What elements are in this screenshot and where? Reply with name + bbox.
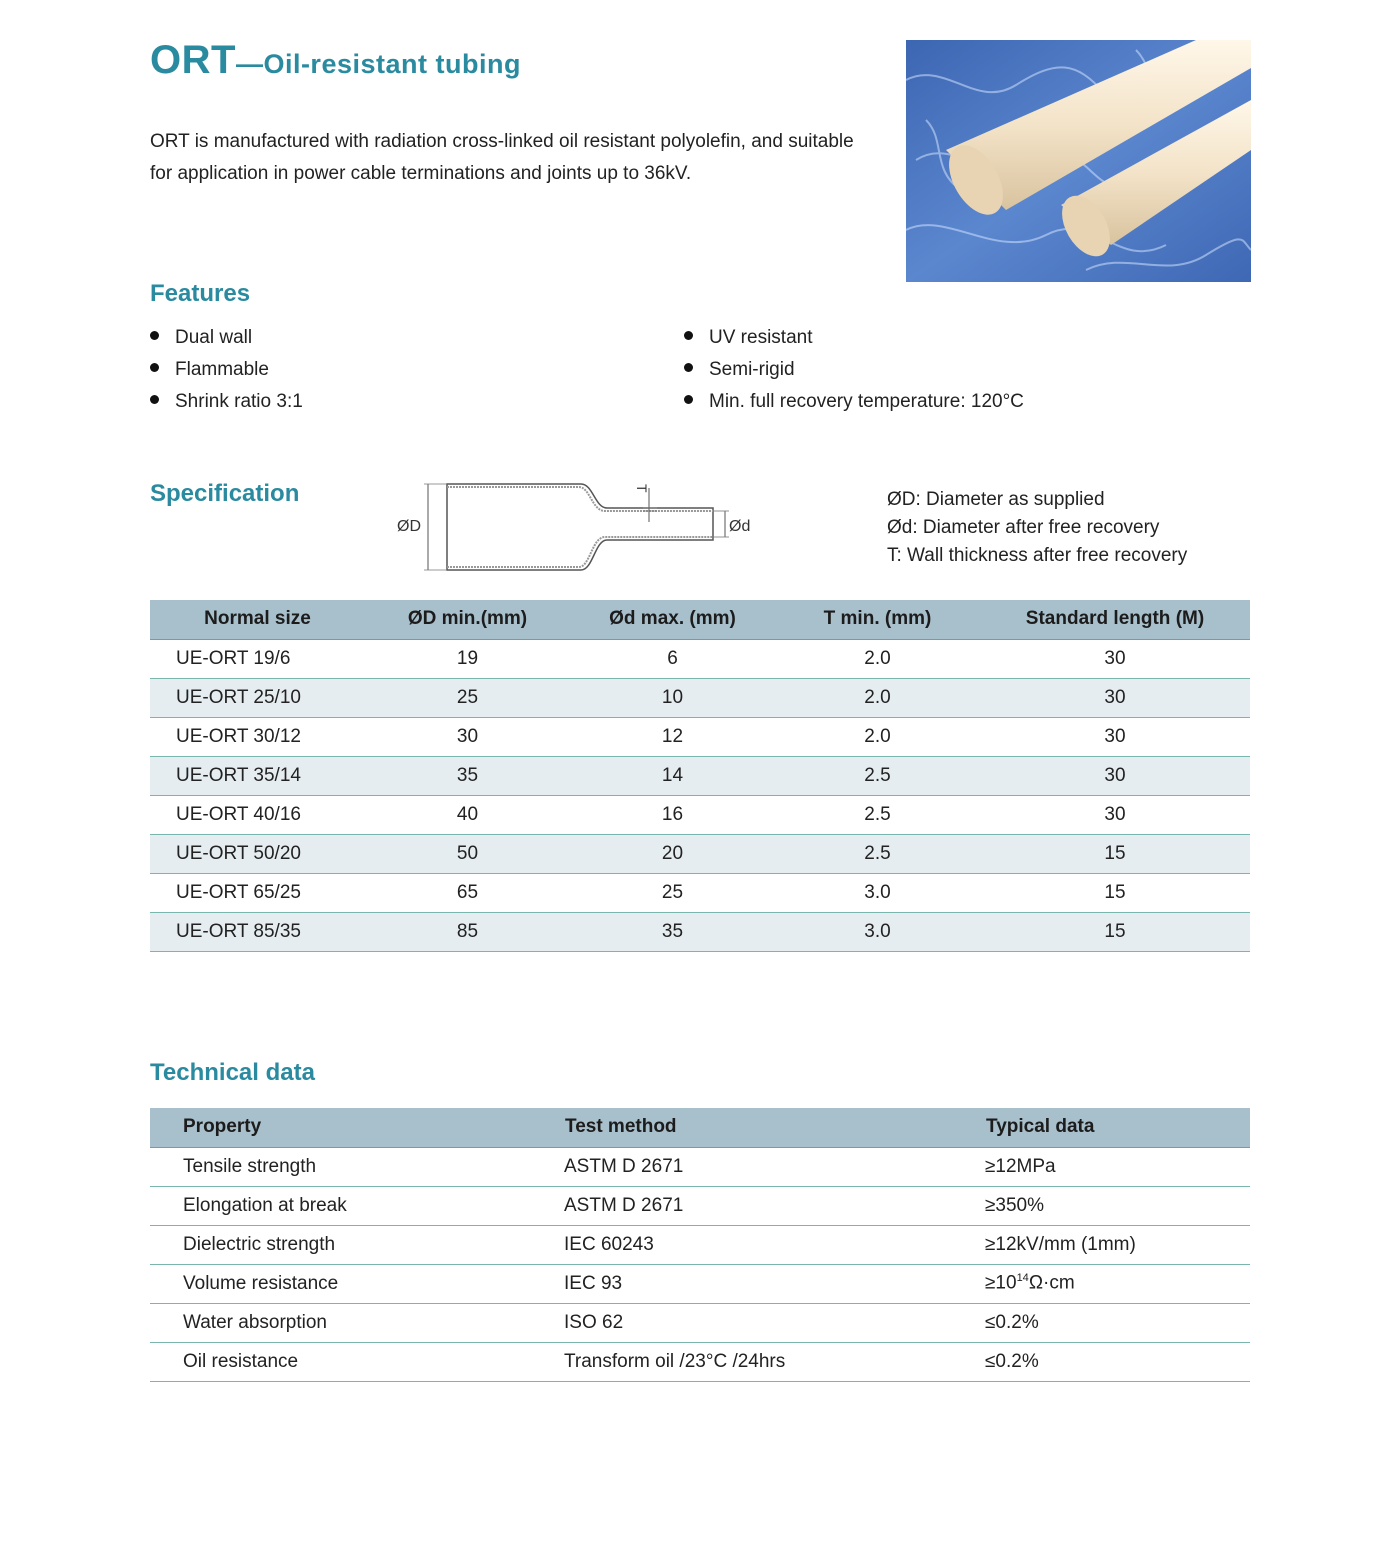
bullet-icon — [150, 363, 159, 372]
table-cell: Transform oil /23°C /24hrs — [564, 1342, 985, 1381]
table-cell: 30 — [980, 639, 1250, 678]
table-cell: UE-ORT 85/35 — [150, 912, 365, 951]
legend-item: ØD: Diameter as supplied — [887, 489, 1105, 510]
column-header: Ød max. (mm) — [570, 600, 775, 639]
page-title — [150, 38, 521, 83]
table-cell: ASTM D 2671 — [564, 1186, 985, 1225]
table-cell: 2.0 — [775, 678, 980, 717]
table-cell: 65 — [365, 873, 570, 912]
column-header: Property — [150, 1108, 564, 1147]
table-row — [150, 1147, 1250, 1186]
table-cell: UE-ORT 65/25 — [150, 873, 365, 912]
table-cell: 50 — [365, 834, 570, 873]
table-header-row — [150, 1108, 1250, 1147]
table-cell: IEC 60243 — [564, 1225, 985, 1264]
table-cell: IEC 93 — [564, 1264, 985, 1303]
table-cell: 2.0 — [775, 717, 980, 756]
legend-item: T: Wall thickness after free recovery — [887, 545, 1188, 566]
table-cell: Tensile strength — [150, 1147, 564, 1186]
table-cell: Volume resistance — [150, 1264, 564, 1303]
table-cell: 2.0 — [775, 639, 980, 678]
table-cell: 12 — [570, 717, 775, 756]
features-list-right — [684, 322, 1024, 418]
table-cell: UE-ORT 30/12 — [150, 717, 365, 756]
bullet-icon — [684, 363, 693, 372]
bullet-icon — [150, 331, 159, 340]
table-cell: 30 — [980, 756, 1250, 795]
table-cell: 25 — [365, 678, 570, 717]
table-row — [150, 717, 1250, 756]
tubing-diagram — [395, 478, 765, 578]
table-cell: UE-ORT 35/14 — [150, 756, 365, 795]
diagram-label-T: T — [634, 484, 650, 493]
bullet-icon — [684, 395, 693, 404]
table-cell: 2.5 — [775, 834, 980, 873]
table-cell: ≤0.2% — [985, 1342, 1250, 1381]
table-row — [150, 639, 1250, 678]
table-cell: 15 — [980, 912, 1250, 951]
table-cell: 85 — [365, 912, 570, 951]
table-cell: 15 — [980, 834, 1250, 873]
technical-heading: Technical data — [150, 1059, 315, 1086]
feature-item: Dual wall — [150, 322, 303, 354]
legend-item: Ød: Diameter after free recovery — [887, 517, 1160, 538]
table-cell: 35 — [570, 912, 775, 951]
table-cell: 30 — [365, 717, 570, 756]
table-row — [150, 1342, 1250, 1381]
feature-item: UV resistant — [684, 322, 1024, 354]
table-cell — [985, 1264, 1250, 1303]
table-row — [150, 1303, 1250, 1342]
feature-item: Semi-rigid — [684, 354, 1024, 386]
column-header: Typical data — [985, 1108, 1250, 1147]
table-cell: 40 — [365, 795, 570, 834]
title-main: ORT — [150, 38, 236, 82]
table-cell: 14 — [570, 756, 775, 795]
table-row — [150, 1186, 1250, 1225]
diagram-label-D: ØD — [397, 518, 421, 535]
table-cell: ≤0.2% — [985, 1303, 1250, 1342]
table-cell: ASTM D 2671 — [564, 1147, 985, 1186]
volume-resistance-base: ≥10 — [985, 1272, 1017, 1294]
specification-heading: Specification — [150, 480, 300, 507]
table-cell: ≥350% — [985, 1186, 1250, 1225]
feature-item: Shrink ratio 3:1 — [150, 386, 303, 418]
feature-item: Flammable — [150, 354, 303, 386]
table-cell: 10 — [570, 678, 775, 717]
table-row — [150, 756, 1250, 795]
table-cell: 19 — [365, 639, 570, 678]
table-cell: Dielectric strength — [150, 1225, 564, 1264]
table-cell: UE-ORT 19/6 — [150, 639, 365, 678]
table-cell: Water absorption — [150, 1303, 564, 1342]
feature-item: Min. full recovery temperature: 120°C — [684, 386, 1024, 418]
volume-resistance-unit: Ω·cm — [1028, 1272, 1075, 1294]
table-row — [150, 873, 1250, 912]
table-cell: 2.5 — [775, 795, 980, 834]
table-row — [150, 678, 1250, 717]
table-row — [150, 834, 1250, 873]
column-header: ØD min.(mm) — [365, 600, 570, 639]
table-cell: 6 — [570, 639, 775, 678]
table-row — [150, 795, 1250, 834]
table-cell: UE-ORT 50/20 — [150, 834, 365, 873]
table-cell: 25 — [570, 873, 775, 912]
column-header: Test method — [564, 1108, 985, 1147]
table-cell: UE-ORT 40/16 — [150, 795, 365, 834]
table-cell: Elongation at break — [150, 1186, 564, 1225]
table-cell: 30 — [980, 678, 1250, 717]
table-cell: UE-ORT 25/10 — [150, 678, 365, 717]
title-sub: —Oil-resistant tubing — [235, 49, 521, 79]
table-cell: 20 — [570, 834, 775, 873]
table-cell: 30 — [980, 717, 1250, 756]
table-row — [150, 1225, 1250, 1264]
volume-resistance-exponent: 14 — [1016, 1272, 1029, 1285]
table-cell: 30 — [980, 795, 1250, 834]
bullet-icon — [150, 395, 159, 404]
table-cell: ≥12kV/mm (1mm) — [985, 1225, 1250, 1264]
table-row — [150, 912, 1250, 951]
table-cell: 35 — [365, 756, 570, 795]
table-cell: 16 — [570, 795, 775, 834]
column-header: Standard length (M) — [980, 600, 1250, 639]
column-header: Normal size — [150, 600, 365, 639]
intro-paragraph: ORT is manufactured with radiation cross-linked oil resistant polyolefin, and suitable for application in power cable terminations and joints up to 36kV. — [150, 131, 854, 184]
table-header-row — [150, 600, 1250, 639]
table-cell: Oil resistance — [150, 1342, 564, 1381]
features-heading: Features — [150, 280, 251, 307]
table-cell: 3.0 — [775, 912, 980, 951]
table-cell: 2.5 — [775, 756, 980, 795]
table-cell: ISO 62 — [564, 1303, 985, 1342]
diagram-label-d: Ød — [729, 518, 751, 535]
bullet-icon — [684, 331, 693, 340]
features-list-left — [150, 322, 303, 418]
table-cell: 15 — [980, 873, 1250, 912]
table-row — [150, 1264, 1250, 1303]
table-cell: ≥12MPa — [985, 1147, 1250, 1186]
product-photo — [906, 40, 1251, 282]
specification-table — [150, 600, 1250, 952]
table-cell: 3.0 — [775, 873, 980, 912]
column-header: T min. (mm) — [775, 600, 980, 639]
technical-table — [150, 1108, 1250, 1382]
spec-legend — [887, 486, 1187, 570]
